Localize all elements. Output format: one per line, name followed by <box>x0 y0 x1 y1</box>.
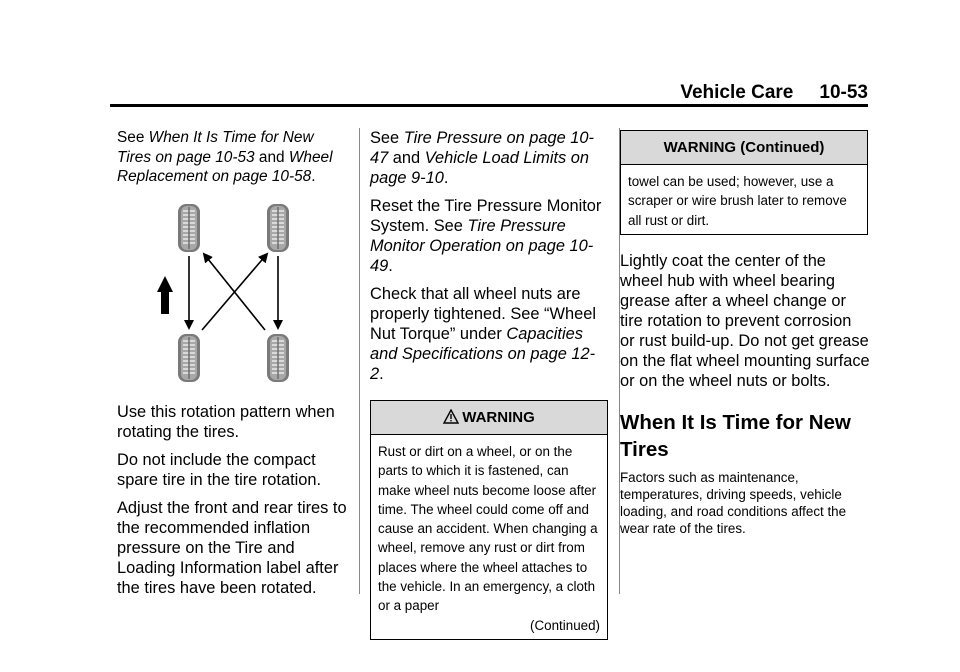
tire-rear-left <box>178 334 200 382</box>
link-new-tires[interactable]: When It Is Time for New Tires on page 10-53 <box>117 129 314 166</box>
column-1 <box>117 128 349 195</box>
link-tpms-operation[interactable]: Tire Pressure Monitor Operation on page 10-49 <box>370 217 594 275</box>
warning-text: Rust or dirt on a wheel, or on the parts to which it is fastened, can make wheel nuts become loose after time. The wheel could come off and cause an accident. When changing a wheel, remove any rust or dirt from places where the wheel attaches to the vehicle. In an emergency, a cloth or a paper <box>378 444 598 614</box>
see-prefix: See <box>370 129 404 147</box>
column-3 <box>620 128 870 545</box>
paragraph-check-nuts <box>370 284 608 384</box>
paragraph-compact-spare: Do not include the compact spare tire in the tire rotation. <box>117 451 322 489</box>
reset-text: Reset the Tire Pressure Monitor System. See <box>370 197 602 235</box>
tire-front-left <box>178 204 200 252</box>
paragraph-wear-factors: Factors such as maintenance, temperatures, driving speeds, vehicle loading, and road conditions affect the wear rate of the tires. <box>620 469 847 536</box>
paragraph-reset-tpms <box>370 196 608 276</box>
warning-header <box>371 401 607 435</box>
warning-continued-text: towel can be used; however, use a scraper or wire brush later to remove all rust or dirt. <box>628 174 847 228</box>
section-title: Vehicle Care <box>680 82 794 103</box>
link-wheel-replacement[interactable]: Wheel Replacement on page 10-58 <box>117 148 333 185</box>
see-end: . <box>311 168 316 185</box>
see-also-paragraph <box>117 128 349 187</box>
warning-body <box>371 435 607 639</box>
column-2 <box>370 128 608 640</box>
paragraph-wheel-hub: Lightly coat the center of the wheel hub with wheel bearing grease after a wheel change or tire rotation to prevent corrosion or rust build-up. Do not get grease on the flat wheel mounting surface or on the wheel nuts or bolts. <box>620 251 870 390</box>
section-heading: When It Is Time for New Tires <box>620 410 851 461</box>
check-text: Check that all wheel nuts are properly tightened. See “Wheel Nut Torque” under <box>370 285 596 343</box>
page-header <box>110 82 868 104</box>
forward-direction-icon <box>157 276 173 314</box>
see-prefix: See <box>117 129 149 146</box>
tire-rear-right <box>267 334 289 382</box>
tire-front-right <box>267 204 289 252</box>
warning-continued-box <box>620 130 868 235</box>
check-end: . <box>379 365 384 383</box>
header-title <box>680 82 868 104</box>
header-rule <box>110 104 868 107</box>
see-end: . <box>443 169 449 187</box>
warning-box <box>370 400 608 640</box>
warning-title: WARNING <box>462 409 535 426</box>
warning-triangle-icon <box>443 409 459 424</box>
warning-continued-header: WARNING (Continued) <box>621 131 867 165</box>
link-tire-pressure[interactable]: Tire Pressure on page 10-47 <box>370 129 594 167</box>
paragraph-adjust-pressure: Adjust the front and rear tires to the recommended inflation pressure on the Tire and Loading Information label after the tires have been rotated. <box>117 499 347 597</box>
reset-end: . <box>388 257 393 275</box>
see-also-paragraph-2 <box>370 128 608 188</box>
see-and: and <box>388 149 425 167</box>
column-divider-1 <box>359 128 360 594</box>
page-number: 10-53 <box>819 82 868 103</box>
column-1-body <box>117 402 349 606</box>
continued-label: (Continued) <box>530 617 600 633</box>
link-vehicle-load-limits[interactable]: Vehicle Load Limits on page 9-10 <box>370 149 590 187</box>
paragraph-rotation-pattern: Use this rotation pattern when rotating the tires. <box>117 403 335 441</box>
link-capacities[interactable]: Capacities and Specifications on page 12-2 <box>370 325 596 383</box>
tire-rotation-diagram <box>150 200 310 386</box>
arrow-rear-right-to-front-left <box>204 254 265 330</box>
see-and: and <box>254 148 289 166</box>
